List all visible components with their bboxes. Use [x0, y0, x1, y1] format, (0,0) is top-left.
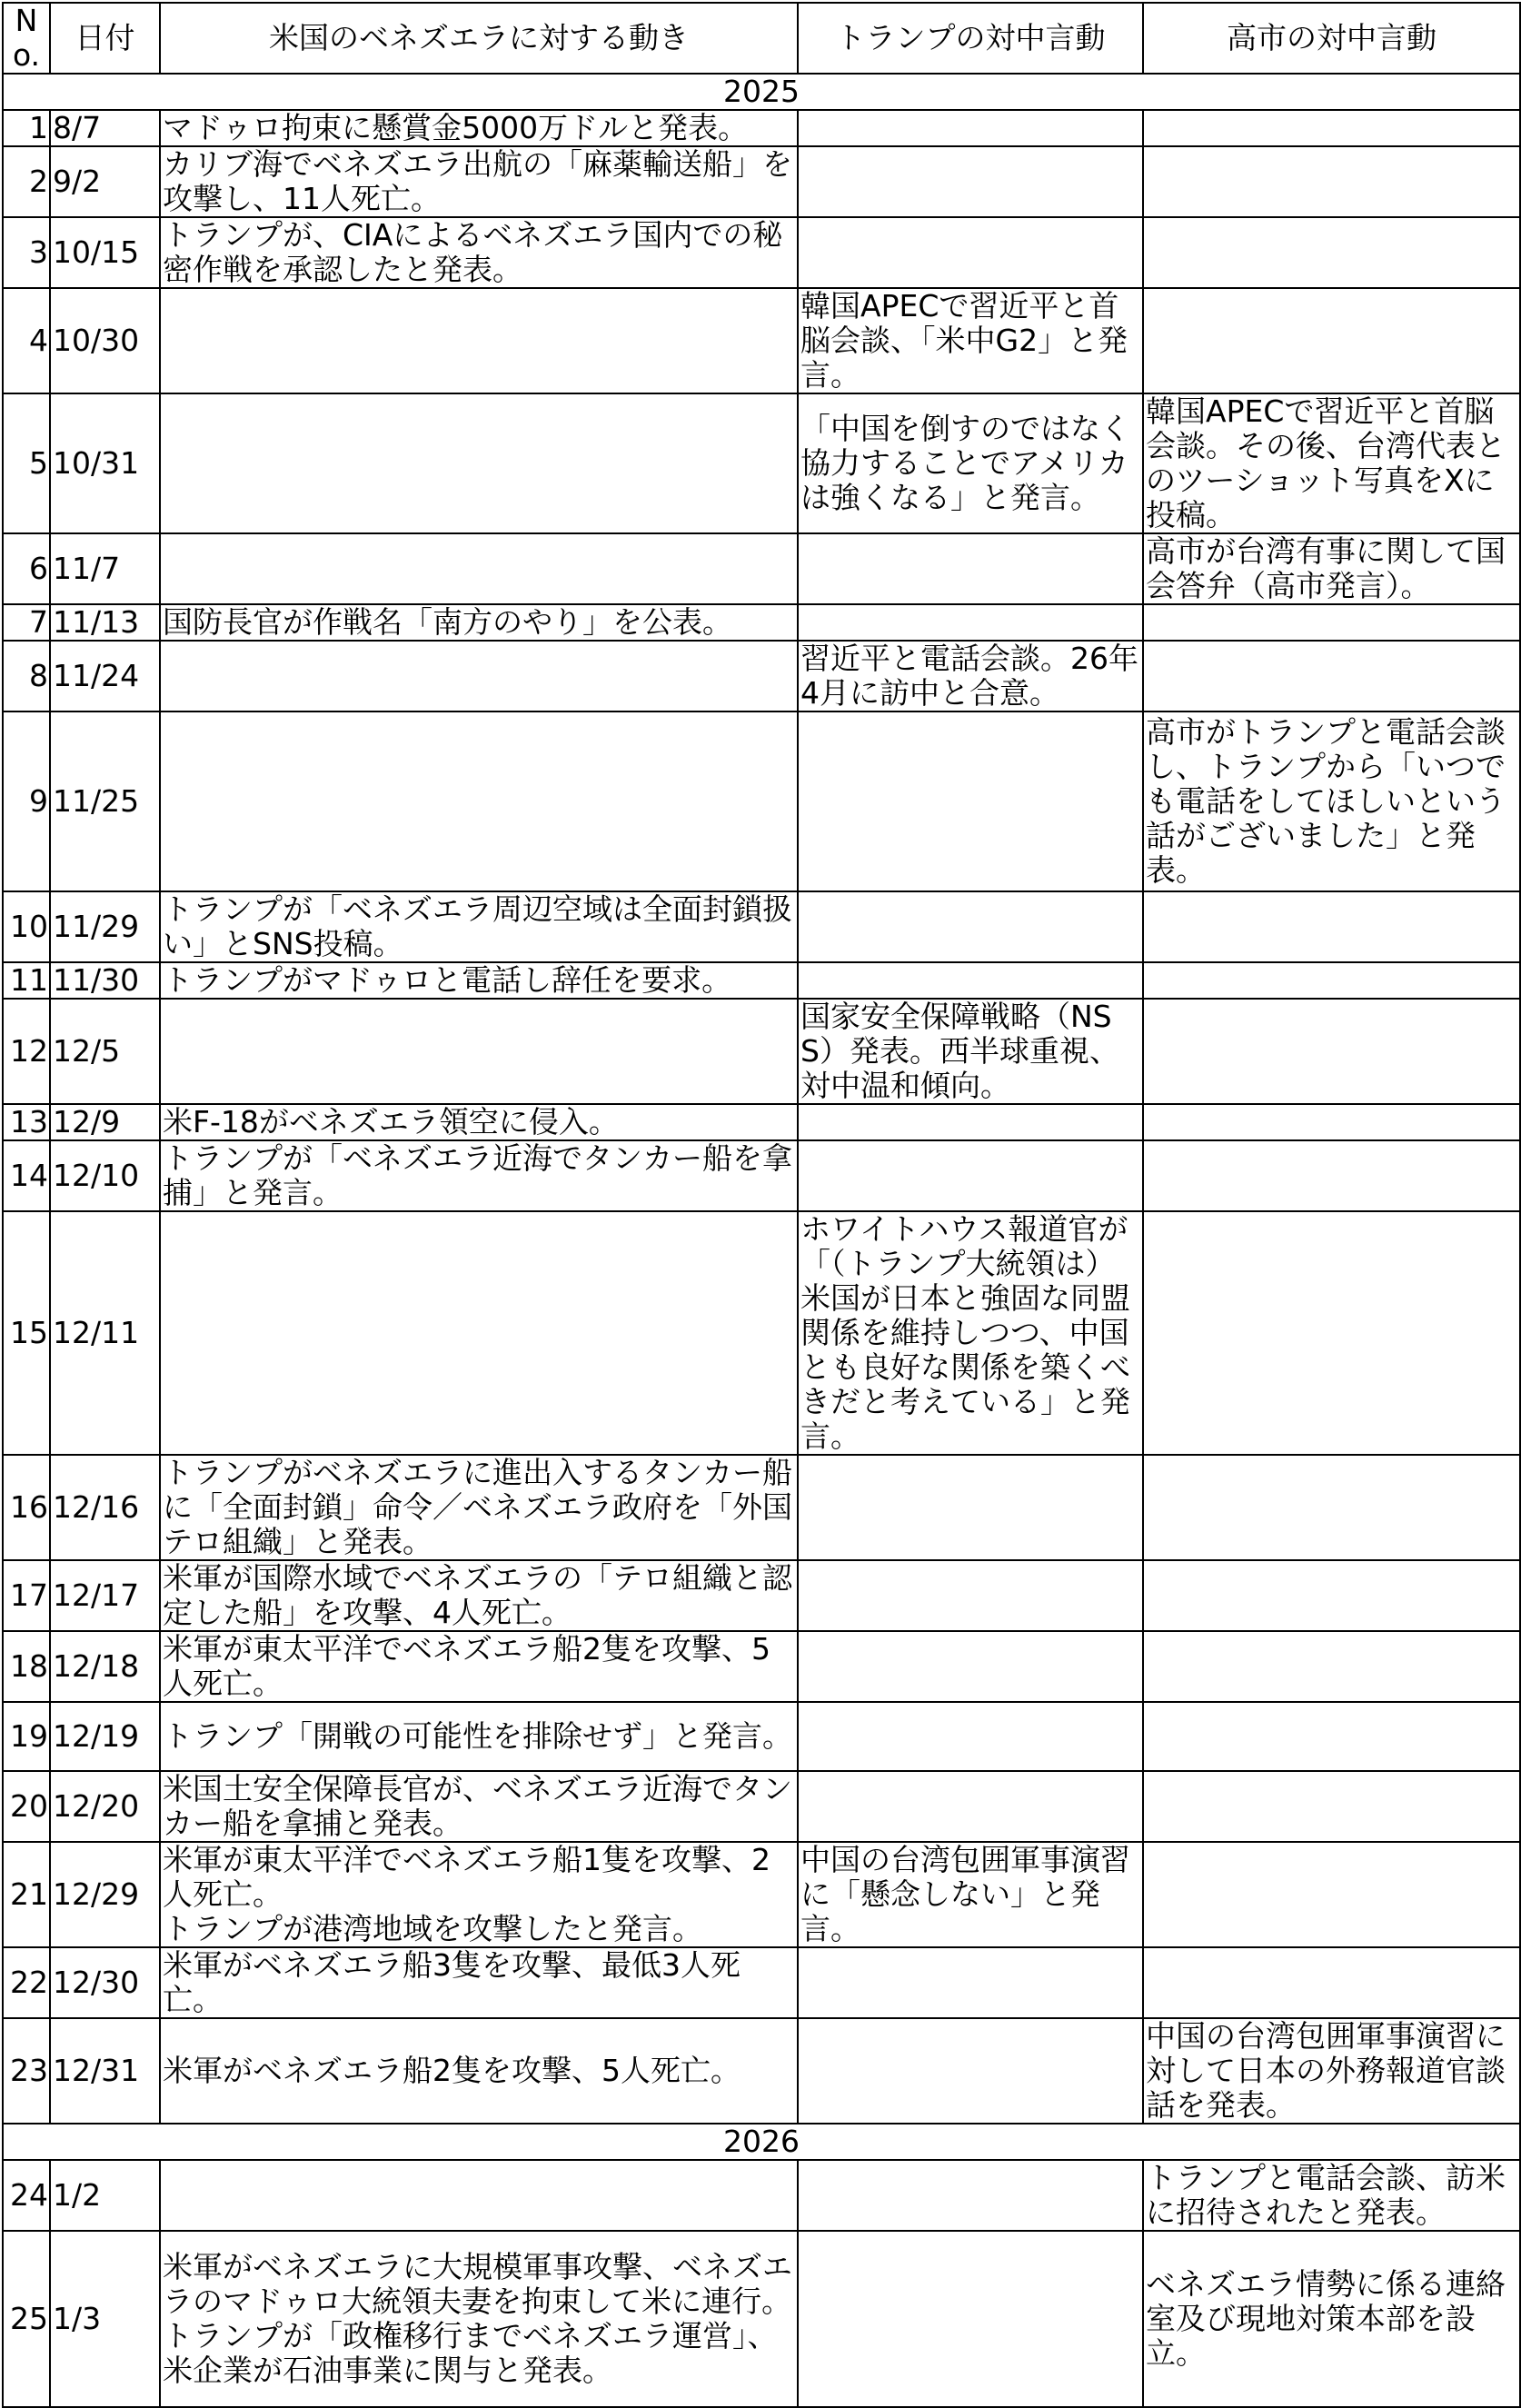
date-cell: 11/25	[50, 711, 160, 891]
date-cell: 9/2	[50, 146, 160, 217]
us-venezuela-cell	[160, 393, 798, 533]
row-number-cell: 17	[3, 1560, 50, 1631]
takaichi-china-cell	[1143, 1842, 1520, 1947]
trump-china-cell	[798, 2018, 1143, 2124]
us-venezuela-cell: トランプ「開戦の可能性を排除せず」と発言。	[160, 1702, 798, 1771]
us-venezuela-cell: トランプが、CIAによるベネズエラ国内での秘密作戦を承認したと発表。	[160, 217, 798, 288]
date-cell: 12/18	[50, 1631, 160, 1702]
trump-china-cell	[798, 2231, 1143, 2407]
table-row	[3, 217, 1520, 288]
trump-china-cell: 国家安全保障戦略（NSS）発表。西半球重視、対中温和傾向。	[798, 999, 1143, 1104]
row-number-cell: 15	[3, 1211, 50, 1455]
row-number-cell: 20	[3, 1771, 50, 1842]
date-cell: 1/2	[50, 2160, 160, 2231]
row-number-cell: 5	[3, 393, 50, 533]
takaichi-china-cell	[1143, 999, 1520, 1104]
trump-china-cell	[798, 1771, 1143, 1842]
year-row-2025	[3, 74, 1520, 110]
us-venezuela-cell	[160, 641, 798, 711]
table-row	[3, 1104, 1520, 1140]
takaichi-china-cell	[1143, 1702, 1520, 1771]
takaichi-china-cell	[1143, 604, 1520, 641]
us-venezuela-cell	[160, 1211, 798, 1455]
us-venezuela-cell	[160, 2160, 798, 2231]
date-cell: 11/30	[50, 962, 160, 999]
row-number-cell: 1	[3, 110, 50, 146]
trump-china-cell	[798, 962, 1143, 999]
row-number-cell: 13	[3, 1104, 50, 1140]
date-cell: 10/31	[50, 393, 160, 533]
us-venezuela-cell: 米軍がベネズエラ船3隻を攻撃、最低3人死亡。	[160, 1947, 798, 2018]
takaichi-china-cell	[1143, 962, 1520, 999]
header-no: No.	[3, 3, 50, 74]
us-venezuela-cell	[160, 999, 798, 1104]
table-row	[3, 1455, 1520, 1560]
trump-china-cell	[798, 110, 1143, 146]
trump-china-cell	[798, 1702, 1143, 1771]
table-row	[3, 1702, 1520, 1771]
date-cell: 12/19	[50, 1702, 160, 1771]
year-label: 2025	[3, 74, 1520, 110]
trump-china-cell	[798, 891, 1143, 962]
us-venezuela-cell: 米軍がベネズエラに大規模軍事攻撃、ベネズエラのマドゥロ大統領夫妻を拘束して米に連行。トランプが「政権移行までベネズエラ運営」、米企業が石油事業に関与と発表。	[160, 2231, 798, 2407]
date-cell: 12/9	[50, 1104, 160, 1140]
date-cell: 12/30	[50, 1947, 160, 2018]
row-number-cell: 6	[3, 533, 50, 604]
takaichi-china-cell	[1143, 217, 1520, 288]
takaichi-china-cell	[1143, 1631, 1520, 1702]
table-row	[3, 1560, 1520, 1631]
table-row	[3, 2018, 1520, 2124]
takaichi-china-cell	[1143, 110, 1520, 146]
table-row	[3, 999, 1520, 1104]
year-row-2026	[3, 2124, 1520, 2160]
header-takaichi-china: 高市の対中言動	[1143, 3, 1520, 74]
header-trump-china: トランプの対中言動	[798, 3, 1143, 74]
date-cell: 11/29	[50, 891, 160, 962]
date-cell: 10/30	[50, 288, 160, 393]
table-row	[3, 2231, 1520, 2407]
table-row	[3, 1842, 1520, 1947]
takaichi-china-cell	[1143, 1771, 1520, 1842]
row-number-cell: 16	[3, 1455, 50, 1560]
table-row	[3, 288, 1520, 393]
trump-china-cell: 韓国APECで習近平と首脳会談、「米中G2」と発言。	[798, 288, 1143, 393]
trump-china-cell	[798, 1455, 1143, 1560]
date-cell: 12/20	[50, 1771, 160, 1842]
header-date: 日付	[50, 3, 160, 74]
date-cell: 12/5	[50, 999, 160, 1104]
takaichi-china-cell	[1143, 1455, 1520, 1560]
takaichi-china-cell	[1143, 641, 1520, 711]
row-number-cell: 12	[3, 999, 50, 1104]
table-row	[3, 1947, 1520, 2018]
table-row	[3, 962, 1520, 999]
table-row	[3, 1211, 1520, 1455]
trump-china-cell	[798, 1631, 1143, 1702]
row-number-cell: 3	[3, 217, 50, 288]
trump-china-cell	[798, 1560, 1143, 1631]
table-row	[3, 711, 1520, 891]
takaichi-china-cell	[1143, 1560, 1520, 1631]
row-number-cell: 8	[3, 641, 50, 711]
us-venezuela-cell: トランプが「ベネズエラ周辺空域は全面封鎖扱い」とSNS投稿。	[160, 891, 798, 962]
date-cell: 11/7	[50, 533, 160, 604]
header-us-venezuela: 米国のベネズエラに対する動き	[160, 3, 798, 74]
date-cell: 12/17	[50, 1560, 160, 1631]
table-row	[3, 1140, 1520, 1211]
takaichi-china-cell: 中国の台湾包囲軍事演習に対して日本の外務報道官談話を発表。	[1143, 2018, 1520, 2124]
takaichi-china-cell	[1143, 288, 1520, 393]
row-number-cell: 14	[3, 1140, 50, 1211]
trump-china-cell	[798, 1140, 1143, 1211]
table-row	[3, 891, 1520, 962]
row-number-cell: 24	[3, 2160, 50, 2231]
table-row	[3, 533, 1520, 604]
trump-china-cell	[798, 146, 1143, 217]
trump-china-cell: 習近平と電話会談。26年4月に訪中と合意。	[798, 641, 1143, 711]
table-body	[3, 74, 1520, 2407]
table-row	[3, 146, 1520, 217]
date-cell: 1/3	[50, 2231, 160, 2407]
row-number-cell: 7	[3, 604, 50, 641]
date-cell: 12/31	[50, 2018, 160, 2124]
us-venezuela-cell	[160, 288, 798, 393]
date-cell: 10/15	[50, 217, 160, 288]
trump-china-cell	[798, 1104, 1143, 1140]
takaichi-china-cell: 韓国APECで習近平と首脳会談。その後、台湾代表とのツーショット写真をXに投稿。	[1143, 393, 1520, 533]
us-venezuela-cell: カリブ海でベネズエラ出航の「麻薬輸送船」を攻撃し、11人死亡。	[160, 146, 798, 217]
row-number-cell: 10	[3, 891, 50, 962]
takaichi-china-cell: トランプと電話会談、訪米に招待されたと発表。	[1143, 2160, 1520, 2231]
us-venezuela-cell: トランプが「ベネズエラ近海でタンカー船を拿捕」と発言。	[160, 1140, 798, 1211]
trump-china-cell	[798, 2160, 1143, 2231]
takaichi-china-cell	[1143, 146, 1520, 217]
us-venezuela-cell: マドゥロ拘束に懸賞金5000万ドルと発表。	[160, 110, 798, 146]
us-venezuela-cell: 米F-18がベネズエラ領空に侵入。	[160, 1104, 798, 1140]
us-venezuela-cell: トランプがベネズエラに進出入するタンカー船に「全面封鎖」命令／ベネズエラ政府を「外国テロ組織」と発表。	[160, 1455, 798, 1560]
row-number-cell: 23	[3, 2018, 50, 2124]
trump-china-cell: 「中国を倒すのではなく協力することでアメリカは強くなる」と発言。	[798, 393, 1143, 533]
table-row	[3, 110, 1520, 146]
takaichi-china-cell	[1143, 1140, 1520, 1211]
us-venezuela-cell	[160, 533, 798, 604]
table-row	[3, 604, 1520, 641]
trump-china-cell: ホワイトハウス報道官が「（トランプ大統領は）米国が日本と強固な同盟関係を維持しつつ、中国とも良好な関係を築くべきだと考えている」と発言。	[798, 1211, 1143, 1455]
table-row	[3, 393, 1520, 533]
takaichi-china-cell: ベネズエラ情勢に係る連絡室及び現地対策本部を設立。	[1143, 2231, 1520, 2407]
trump-china-cell	[798, 533, 1143, 604]
takaichi-china-cell	[1143, 891, 1520, 962]
us-venezuela-cell: 米軍が国際水域でベネズエラの「テロ組織と認定した船」を攻撃、4人死亡。	[160, 1560, 798, 1631]
year-label: 2026	[3, 2124, 1520, 2160]
trump-china-cell	[798, 711, 1143, 891]
date-cell: 12/10	[50, 1140, 160, 1211]
us-venezuela-cell	[160, 711, 798, 891]
date-cell: 12/16	[50, 1455, 160, 1560]
date-cell: 11/13	[50, 604, 160, 641]
us-venezuela-cell: 米軍が東太平洋でベネズエラ船1隻を攻撃、2人死亡。 トランプが港湾地域を攻撃したと発言。	[160, 1842, 798, 1947]
table-row	[3, 1771, 1520, 1842]
row-number-cell: 18	[3, 1631, 50, 1702]
row-number-cell: 21	[3, 1842, 50, 1947]
table-row	[3, 1631, 1520, 1702]
takaichi-china-cell	[1143, 1947, 1520, 2018]
date-cell: 11/24	[50, 641, 160, 711]
us-venezuela-cell: 米軍が東太平洋でベネズエラ船2隻を攻撃、5人死亡。	[160, 1631, 798, 1702]
us-venezuela-cell: 米軍がベネズエラ船2隻を攻撃、5人死亡。	[160, 2018, 798, 2124]
trump-china-cell	[798, 1947, 1143, 2018]
date-cell: 12/29	[50, 1842, 160, 1947]
date-cell: 8/7	[50, 110, 160, 146]
timeline-table	[2, 2, 1521, 2408]
us-venezuela-cell: 米国土安全保障長官が、ベネズエラ近海でタンカー船を拿捕と発表。	[160, 1771, 798, 1842]
row-number-cell: 4	[3, 288, 50, 393]
row-number-cell: 25	[3, 2231, 50, 2407]
row-number-cell: 2	[3, 146, 50, 217]
trump-china-cell: 中国の台湾包囲軍事演習に「懸念しない」と発言。	[798, 1842, 1143, 1947]
row-number-cell: 9	[3, 711, 50, 891]
us-venezuela-cell: トランプがマドゥロと電話し辞任を要求。	[160, 962, 798, 999]
trump-china-cell	[798, 217, 1143, 288]
us-venezuela-cell: 国防長官が作戦名「南方のやり」を公表。	[160, 604, 798, 641]
takaichi-china-cell: 高市が台湾有事に関して国会答弁（高市発言）。	[1143, 533, 1520, 604]
table-row	[3, 2160, 1520, 2231]
date-cell: 12/11	[50, 1211, 160, 1455]
row-number-cell: 22	[3, 1947, 50, 2018]
trump-china-cell	[798, 604, 1143, 641]
row-number-cell: 11	[3, 962, 50, 999]
takaichi-china-cell	[1143, 1104, 1520, 1140]
takaichi-china-cell	[1143, 1211, 1520, 1455]
table-row	[3, 641, 1520, 711]
header-row	[3, 3, 1520, 74]
takaichi-china-cell: 高市がトランプと電話会談し、トランプから「いつでも電話をしてほしいという話がございました」と発表。	[1143, 711, 1520, 891]
row-number-cell: 19	[3, 1702, 50, 1771]
